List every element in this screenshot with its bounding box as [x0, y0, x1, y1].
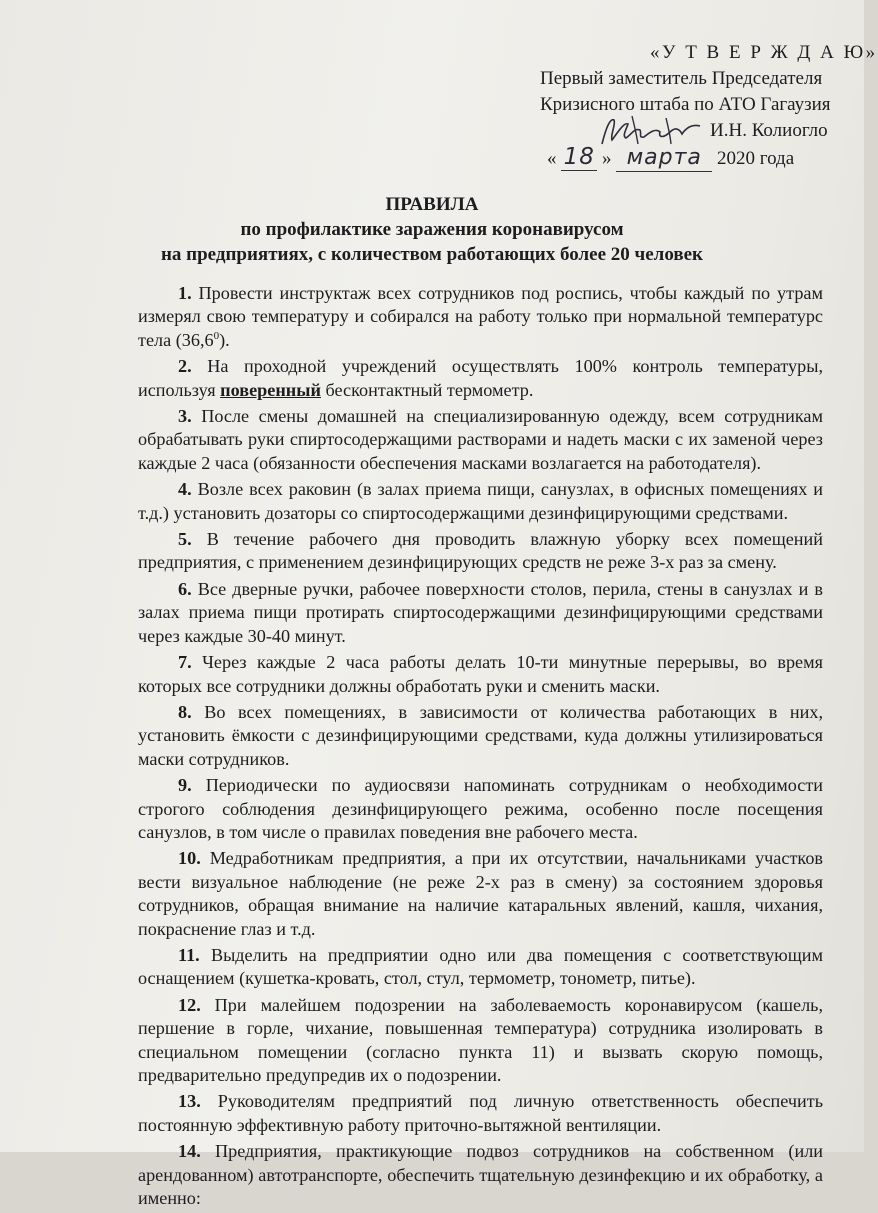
document-title: [0, 192, 864, 267]
approval-date: [547, 144, 807, 172]
list-item: 12. При малейшем подозрении на заболеваемость коронавирусом (кашель, першение в горле, чихание, повышенная температура) сотрудника изолировать в специальном помещении (согласно пункта 11) и вызвать скорую помощь, предварительно предупредив их о подозрении.: [138, 994, 823, 1085]
date-close-quote: »: [602, 148, 612, 169]
list-item: 4. Возле всех раковин (в залах приема пищи, санузлах, в офисных помещениях и т.д.) установить дозаторы со спиртосодержащими дезинфицирующими средствами.: [138, 479, 823, 523]
date-open-quote: «: [547, 148, 557, 169]
list-item: 10. Медработникам предприятия, а при их отсутствии, начальниками участков вести визуальное наблюдение (не реже 2-х раз в смену) за состоянием здоровья сотрудников, обращая внимание на наличие катаральных явлений, кашля, чихания, покраснение глаз и т.д.: [138, 848, 823, 939]
list-item: 3. После смены домашней на специализированную одежду, всем сотрудникам обрабатывать руки спиртосодержащими растворами и надеть маски с их заменой через каждые 2 часа (обязанности обеспечения масками возлагается на работодателя).: [138, 406, 824, 473]
date-year: 2020 года: [717, 148, 795, 169]
list-item: 6. Все дверные ручки, рабочее поверхности столов, перила, стены в санузлах и в залах приема пищи протирать спиртосодержащими дезинфицирующими средствами через каждые 30-40 минут.: [138, 578, 823, 646]
approver-name: И.Н. Колиогло: [710, 120, 828, 141]
title-line1: ПРАВИЛА: [385, 194, 479, 215]
title-line2: по профилактике заражения коронавирусом: [240, 219, 624, 240]
list-item: 9. Периодически по аудиосвязи напоминать сотрудникам о необходимости строгого соблюдения дезинфицирующего режима, особенно после посещения санузлов, в том числе о правилах поведения вне рабочего места.: [138, 775, 824, 842]
title-line3: на предприятиях, с количеством работающих более 20 человек: [160, 244, 704, 265]
list-item: 7. Через каждые 2 часа работы делать 10-ти минутные перерывы, во время которых все сотрудники должны обработать руки и сменить маски.: [138, 652, 823, 696]
list-item: 1. Провести инструктаж всех сотрудников под роспись, чтобы каждый по утрам измерял свою температуру и собирался на работу только при нормальной температурс тела (36,6$^0$).: [138, 283, 823, 350]
list-item: 5. В течение рабочего дня проводить влажную уборку всех помещений предприятия, с применением дезинфицирующих средств не реже 3-х раз за смену.: [138, 529, 823, 573]
rules-list: [138, 282, 823, 1213]
date-month: марта: [616, 145, 712, 172]
approver-position-line1: Первый заместитель Председателя: [540, 68, 823, 89]
approver-position-line2: Кризисного штаба по АТО Гагаузия: [540, 94, 831, 115]
approval-heading: «У Т В Е Р Ж Д А Ю»: [650, 42, 878, 63]
list-item: 11. Выделить на предприятии одно или два помещения с соответствующим оснащением (кушетка-кровать, стол, стул, термометр, тонометр, питье).: [138, 944, 823, 989]
underlined-word: поверенный: [220, 379, 321, 400]
list-item: 8. Во всех помещениях, в зависимости от количества работающих в них, установить ёмкости с дезинфицирующими средствами, куда должны утилизироваться маски сотрудников.: [138, 701, 823, 769]
date-day: 18: [561, 144, 597, 171]
list-item: 13. Руководителям предприятий под личную ответственность обеспечить постоянную эффективную работу приточно-вытяжной вентиляции.: [138, 1091, 823, 1135]
list-item: 2. На проходной учреждений осуществлять 100% контроль температуры, используя поверенный бесконтактный термометр.: [138, 356, 823, 400]
list-item: 14. Предприятия, практикующие подвоз сотрудников на собственном (или арендованном) автотранспорте, обеспечить тщательную дезинфекцию и их обработку, а именно:: [138, 1141, 824, 1209]
